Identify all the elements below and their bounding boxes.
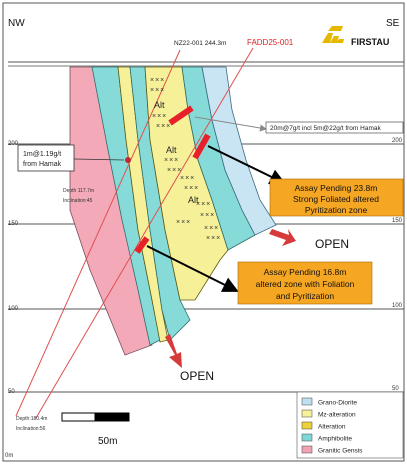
legend-label: Alteration bbox=[318, 423, 346, 431]
open-label-lower: OPEN bbox=[180, 369, 215, 383]
elev-tick-right-50: 50 bbox=[392, 386, 399, 392]
alt-label-3: Alt bbox=[188, 195, 199, 205]
depth-label-mid: Depth 117.7m bbox=[63, 188, 95, 194]
elev-tick-100: 100 bbox=[8, 306, 19, 312]
open-label-upper: OPEN bbox=[315, 237, 350, 251]
legend-swatch bbox=[302, 434, 312, 441]
alteration-cross: ××× bbox=[164, 157, 180, 164]
elev-tick-right-100: 100 bbox=[392, 303, 403, 309]
assay2-line2: altered zone with Foliation bbox=[255, 279, 355, 289]
alteration-cross: ××× bbox=[196, 201, 212, 208]
assay1-line2: Strong Foliated altered bbox=[293, 194, 379, 204]
elev-tick-0m: 0m bbox=[5, 453, 14, 459]
legend-label: Granitic Gensis bbox=[318, 447, 363, 455]
legend-swatch bbox=[302, 410, 312, 417]
alteration-cross: ××× bbox=[206, 235, 222, 242]
alteration-cross: ××× bbox=[156, 123, 172, 130]
alt-label-1: Alt bbox=[154, 100, 165, 110]
se-label: SE bbox=[386, 18, 400, 29]
alteration-cross: ××× bbox=[152, 113, 168, 120]
legend-label: Grano-Diorite bbox=[318, 399, 358, 407]
legend-swatch bbox=[302, 398, 312, 405]
elev-tick-200: 200 bbox=[8, 141, 19, 147]
legend-swatch bbox=[302, 446, 312, 453]
legend-swatch bbox=[302, 422, 312, 429]
drillhole-label-2: FADD25-001 bbox=[247, 38, 294, 47]
alteration-cross: ××× bbox=[200, 212, 216, 219]
assay1-line3: Pyritization zone bbox=[304, 205, 368, 215]
intercept-marker bbox=[125, 157, 131, 163]
elev-tick-right-200: 200 bbox=[392, 138, 403, 144]
intercept-text-left-2: from Hamak bbox=[23, 161, 62, 168]
elev-tick-50: 50 bbox=[8, 389, 15, 395]
alteration-cross: ××× bbox=[176, 219, 192, 226]
elev-tick-150: 150 bbox=[8, 221, 19, 227]
alteration-cross: ××× bbox=[204, 225, 220, 232]
assay2-line1: Assay Pending 16.8m bbox=[263, 267, 347, 277]
intercept-text-top: 20m@7g/t incl 5m@22g/t from Hamak bbox=[270, 125, 381, 132]
inclination-label-bottom: Inclination:56 bbox=[16, 426, 46, 432]
legend-label: Mz-alteration bbox=[318, 411, 356, 419]
scale-bar bbox=[62, 413, 129, 421]
drillhole-label-1: NZ22-001 244.3m bbox=[174, 40, 227, 47]
assay2-line3: and Pyritization bbox=[275, 291, 335, 301]
alt-label-2: Alt bbox=[166, 145, 177, 155]
intercept-text-left-1: 1m@1.19g/t bbox=[23, 151, 62, 158]
assay1-line1: Assay Pending 23.8m bbox=[294, 183, 378, 193]
depth-label-bottom: Depth:180.4m bbox=[16, 416, 48, 422]
brand-name: FIRSTAU bbox=[351, 37, 390, 47]
scale-label: 50m bbox=[98, 436, 118, 447]
alteration-cross: ××× bbox=[150, 87, 166, 94]
inclination-label-mid: Inclination:45 bbox=[63, 198, 93, 204]
alteration-cross: ××× bbox=[167, 167, 183, 174]
nw-label: NW bbox=[8, 18, 25, 29]
alteration-cross: ××× bbox=[150, 77, 166, 84]
legend-label: Amphibolite bbox=[318, 435, 352, 443]
elev-tick-right-150: 150 bbox=[392, 218, 403, 224]
alteration-cross: ××× bbox=[184, 185, 200, 192]
alteration-cross: ××× bbox=[180, 175, 196, 182]
